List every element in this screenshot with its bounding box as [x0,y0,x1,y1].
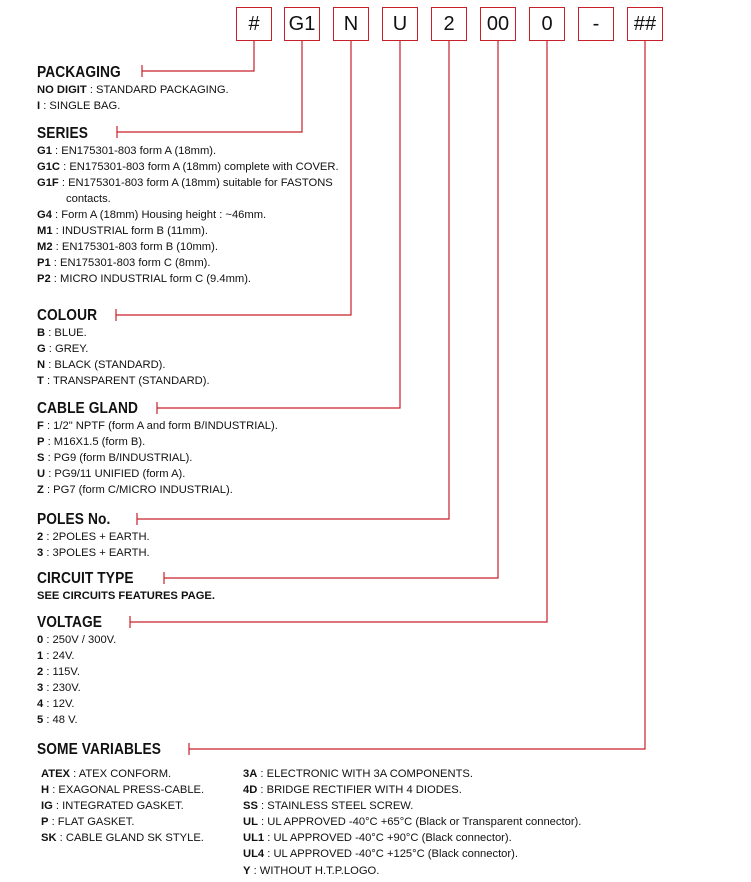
section-variables [37,741,181,759]
list-item: T : TRANSPARENT (STANDARD). [37,375,210,387]
section-title: POLES No. [37,511,111,528]
section-title: CIRCUIT TYPE [37,570,134,587]
list-item: 4D : BRIDGE RECTIFIER WITH 4 DIODES. [243,784,462,797]
section-title: SOME VARIABLES [37,741,162,758]
section-colour [37,307,210,389]
code-box-dash: - [578,7,614,41]
list-item: N : BLACK (STANDARD). [37,359,166,371]
list-item: B : BLUE. [37,327,87,339]
list-item: 5 : 48 V. [37,714,78,726]
section-title: CABLE GLAND [37,400,139,417]
list-item: 2 : 2POLES + EARTH. [37,531,150,543]
list-item: P : FLAT GASKET. [41,816,135,829]
list-item: U : PG9/11 UNIFIED (form A). [37,468,186,480]
list-item: P1 : EN175301-803 form C (8mm). [37,257,211,269]
list-item: SEE CIRCUITS FEATURES PAGE. [37,590,215,602]
section-packaging [37,64,229,114]
list-item: P2 : MICRO INDUSTRIAL form C (9.4mm). [37,273,252,285]
list-item: M2 : EN175301-803 form B (10mm). [37,241,218,253]
list-item: G1C : EN175301-803 form A (18mm) complete with COVER. [37,161,339,173]
section-series [37,125,339,287]
list-item: Z : PG7 (form C/MICRO INDUSTRIAL). [37,484,233,496]
list-item: NO DIGIT : STANDARD PACKAGING. [37,84,229,96]
list-item: UL4 : UL APPROVED -40°C +125°C (Black connector). [243,848,518,861]
list-item: G1 : EN175301-803 form A (18mm). [37,145,217,157]
list-item: ATEX : ATEX CONFORM. [41,768,172,780]
section-cable-gland [37,400,278,498]
section-title: PACKAGING [37,64,121,81]
list-item: IG : INTEGRATED GASKET. [41,800,184,813]
list-item: 0 : 250V / 300V. [37,634,117,646]
code-box-poles: 2 [431,7,467,41]
section-circuit-type [37,570,215,604]
variables-right-column [243,766,581,879]
list-item: SK : CABLE GLAND SK STYLE. [41,832,204,845]
code-box-variables: ## [627,7,663,41]
list-item: 4 : 12V. [37,698,75,710]
list-item: UL : UL APPROVED -40°C +65°C (Black or Transparent connector). [243,816,582,829]
code-box-circuit-type: 00 [480,7,516,41]
section-title: SERIES [37,125,88,142]
list-item: 1 : 24V. [37,650,75,662]
list-item: G : GREY. [37,343,89,355]
code-box-colour: N [333,7,369,41]
code-box-series: G1 [284,7,320,41]
list-item: F : 1/2" NPTF (form A and form B/INDUSTRIAL). [37,420,278,432]
list-item: SS : STAINLESS STEEL SCREW. [243,800,414,813]
list-item: H : EXAGONAL PRESS-CABLE. [41,784,205,797]
list-item: P : M16X1.5 (form B). [37,436,146,448]
list-item: 3 : 230V. [37,682,81,694]
list-item: S : PG9 (form B/INDUSTRIAL). [37,452,193,464]
list-item: 3 : 3POLES + EARTH. [37,547,150,559]
section-poles [37,511,150,561]
list-item: I : SINGLE BAG. [37,100,121,112]
list-item: 2 : 115V. [37,666,80,678]
list-item: G1F : EN175301-803 form A (18mm) suitable for FASTONS contacts. [37,177,333,205]
code-box-cable-gland: U [382,7,418,41]
list-item: G4 : Form A (18mm) Housing height : ~46mm. [37,209,267,221]
section-voltage [37,614,116,728]
list-item: 3A : ELECTRONIC WITH 3A COMPONENTS. [243,768,474,780]
code-box-voltage: 0 [529,7,565,41]
section-title: COLOUR [37,307,98,324]
list-item: Y : WITHOUT H.T.P.LOGO. [243,864,380,877]
list-item: M1 : INDUSTRIAL form B (11mm). [37,225,208,237]
code-box-packaging: # [236,7,272,41]
list-item: UL1 : UL APPROVED -40°C +90°C (Black connector). [243,832,512,845]
section-title: VOLTAGE [37,614,103,631]
variables-left-column [41,766,204,846]
